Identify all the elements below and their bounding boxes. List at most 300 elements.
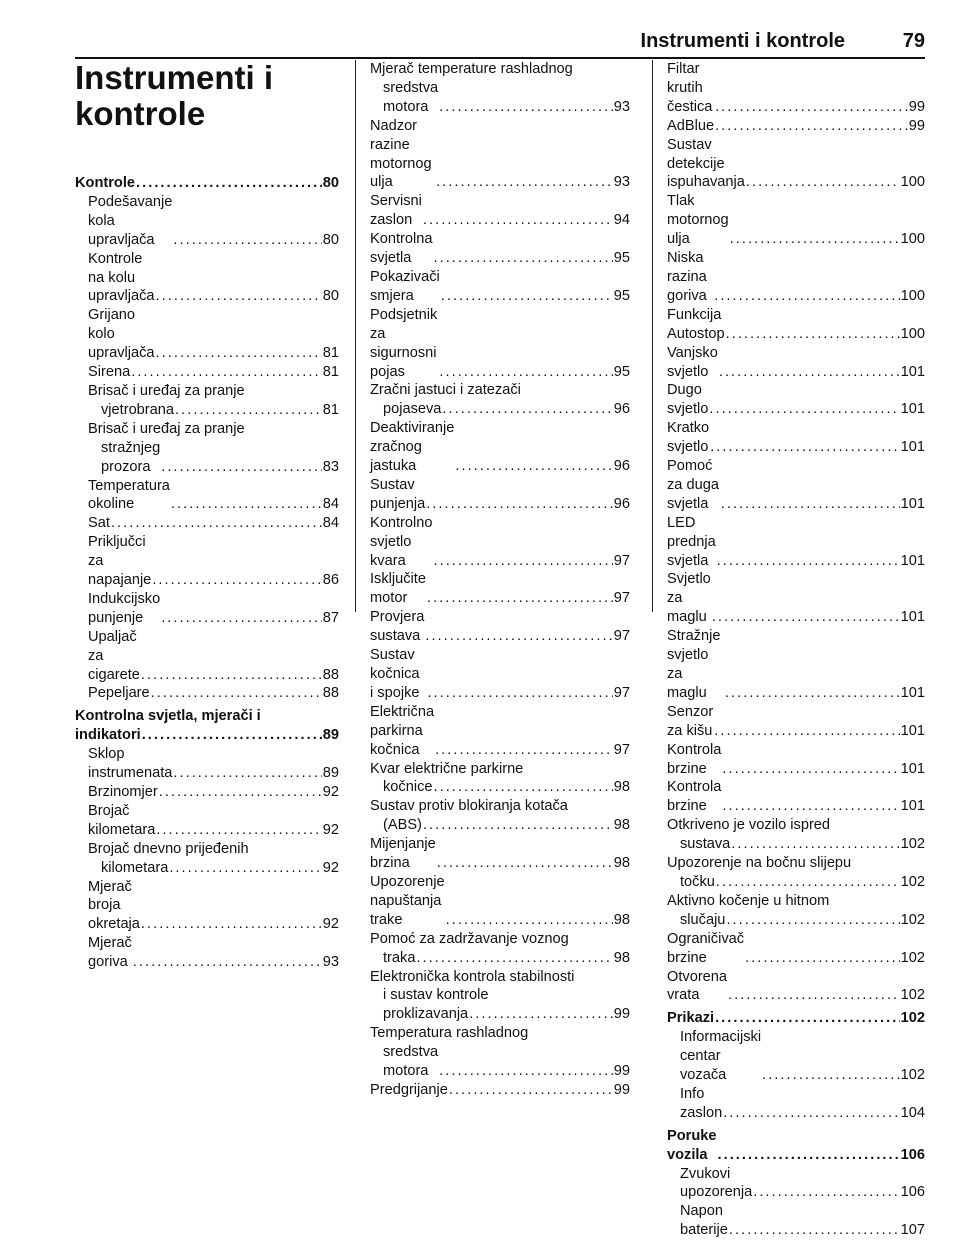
toc-entry-page: 98: [613, 949, 630, 966]
toc-entry-label: Pokazivači smjera: [370, 268, 440, 304]
toc-dot-leader: [442, 400, 612, 419]
toc-entry-label: Kontrolna svjetla: [370, 231, 433, 267]
toc-entry-label-line: Zračni jastuci i zatezači: [370, 382, 521, 399]
toc-entry[interactable]: [75, 401, 339, 420]
toc-dot-leader: [719, 363, 900, 382]
toc-entry[interactable]: [370, 1043, 630, 1081]
toc-entry-page: 99: [613, 1006, 630, 1023]
toc-entry[interactable]: [75, 363, 339, 382]
toc-entry[interactable]: [667, 514, 925, 571]
toc-entry[interactable]: [667, 703, 925, 741]
toc-entry[interactable]: [75, 783, 339, 802]
toc-entry[interactable]: [75, 533, 339, 590]
toc-entry-page: 80: [322, 231, 339, 248]
toc-dot-leader: [426, 495, 613, 514]
toc-dot-leader: [446, 911, 613, 930]
toc-dot-leader: [717, 1146, 899, 1165]
toc-entry-page: 102: [900, 873, 925, 890]
toc-dot-leader: [156, 821, 321, 840]
toc-dot-leader: [728, 986, 900, 1005]
toc-dot-leader: [111, 514, 322, 533]
toc-entry-label: Kontrole: [75, 175, 135, 191]
toc-entry-page: 101: [900, 684, 925, 701]
toc-entry-label-line: i sustav kontrole: [383, 987, 489, 1004]
toc-entry-label: Brzinomjer: [88, 784, 158, 800]
toc-entry-page: 93: [322, 954, 339, 971]
toc-entry-label: Brojač kilometara: [88, 802, 156, 838]
toc-dot-leader: [173, 231, 321, 250]
toc-entry[interactable]: [667, 60, 925, 117]
toc-entry[interactable]: [75, 250, 339, 307]
toc-entry[interactable]: [370, 419, 630, 476]
toc-entry-label: Kontrola brzine: [667, 779, 722, 815]
toc-entry-page: 86: [322, 572, 339, 589]
toc-entry-wrapped[interactable]: [667, 854, 925, 892]
toc-entry-label: Priključci za napajanje: [88, 534, 152, 589]
toc-column-2: [370, 60, 630, 1100]
toc-entry-page: 101: [900, 363, 925, 380]
toc-entry-label: Sustav detekcije ispuhavanja: [667, 136, 745, 191]
toc-entry-label: Podsjetnik za sigurnosni pojas: [370, 306, 438, 380]
toc-entry-label-line: Kvar električne parkirne: [370, 760, 524, 777]
toc-dot-leader: [439, 363, 612, 382]
toc-entry-label: Upozorenje napuštanja trake: [370, 873, 445, 928]
toc-entry-label: Deaktiviranje zračnog jastuka: [370, 420, 455, 475]
column-divider-2: [652, 60, 653, 612]
toc-entry-label: Funkcija Autostop: [667, 306, 725, 342]
toc-entry-label: indikatori: [75, 727, 141, 744]
toc-entry-label: Servisni zaslon: [370, 193, 422, 229]
toc-dot-leader: [722, 797, 899, 816]
toc-entry[interactable]: [370, 192, 630, 230]
toc-entry-page: 102: [900, 836, 925, 853]
toc-entry-label-line: Upozorenje na bočnu slijepu: [667, 855, 852, 872]
toc-entry[interactable]: [75, 684, 339, 703]
toc-entry-label: Napon baterije: [680, 1203, 728, 1239]
toc-dot-leader: [722, 760, 899, 779]
toc-dot-leader: [423, 816, 613, 835]
toc-entry-page: 81: [322, 345, 339, 362]
toc-entry-label-line: Elektronička kontrola stabilnosti: [370, 968, 575, 985]
toc-entry[interactable]: [667, 835, 925, 854]
chapter-title-line-1: Instrumenti i: [75, 59, 274, 96]
toc-entry-page: 80: [322, 175, 339, 191]
chapter-title-line-2: kontrole: [75, 95, 206, 132]
toc-entry[interactable]: [370, 703, 630, 760]
toc-entry[interactable]: [667, 968, 925, 1006]
toc-dot-leader: [175, 401, 322, 420]
toc-entry-label: Sustav punjenja: [370, 476, 426, 512]
toc-entry-page: 100: [900, 174, 925, 191]
toc-entry-page: 92: [322, 821, 339, 838]
toc-entry-page: 95: [613, 250, 630, 267]
toc-entry-label: točku: [680, 873, 715, 890]
toc-entry-page: 83: [322, 458, 339, 475]
toc-dot-leader: [436, 173, 613, 192]
toc-entry-page: 97: [613, 741, 630, 758]
toc-dot-leader: [427, 684, 612, 703]
toc-dot-leader: [435, 741, 613, 760]
toc-entry-label-line: Brojač dnevno prijeđenih: [88, 840, 249, 857]
toc-entry[interactable]: [667, 741, 925, 779]
toc-entry-label: Predgrijanje: [370, 1081, 448, 1098]
toc-entry[interactable]: [75, 590, 339, 628]
toc-entry-page: 89: [322, 727, 339, 744]
toc-entry-label-line: Temperatura rashladnog: [370, 1025, 529, 1042]
toc-entry-label: AdBlue: [667, 117, 715, 134]
toc-entry-label: Niska razina goriva: [667, 250, 707, 304]
toc-dot-leader: [721, 495, 900, 514]
toc-entry-wrapped[interactable]: [370, 797, 630, 835]
toc-entry-page: 99: [613, 1063, 630, 1080]
toc-dot-leader: [423, 211, 613, 230]
toc-entry-label: Grijano kolo upravljača: [88, 307, 155, 362]
toc-entry-page: 101: [900, 439, 925, 456]
toc-entry[interactable]: [667, 1009, 925, 1028]
toc-entry-wrapped[interactable]: [370, 381, 630, 419]
toc-entry-label: Mjerač broja okretaja: [88, 878, 140, 933]
toc-entry-page: 81: [322, 364, 339, 381]
page-number: 79: [902, 30, 925, 52]
toc-dot-leader: [133, 953, 322, 972]
toc-column-3: [667, 60, 925, 1240]
toc-entry-label: Provjera sustava: [370, 609, 425, 645]
toc-entry-page: 94: [613, 212, 630, 229]
toc-entry-page: 102: [900, 1067, 925, 1084]
toc-entry-label-line: Kontrolna svjetla, mjerači i: [75, 708, 261, 725]
toc-entry-page: 100: [900, 231, 925, 248]
toc-entry[interactable]: [370, 230, 630, 268]
toc-entry-wrapped[interactable]: [75, 707, 339, 745]
toc-column-1: [75, 170, 339, 972]
toc-entry[interactable]: [667, 1202, 925, 1240]
toc-entry-page: 95: [613, 363, 630, 380]
toc-entry-label-line: Pomoć za zadržavanje voznog: [370, 930, 569, 947]
toc-entry-page: 84: [322, 515, 339, 532]
toc-entry[interactable]: [667, 930, 925, 968]
column-divider-1: [355, 60, 356, 612]
toc-entry-wrapped[interactable]: [370, 930, 630, 968]
toc-entry-page: 99: [908, 117, 925, 134]
toc-entry[interactable]: [667, 911, 925, 930]
toc-entry-wrapped[interactable]: [75, 382, 339, 420]
toc-entry-label: Isključite motor: [370, 571, 426, 607]
toc-entry[interactable]: [75, 514, 339, 533]
toc-entry[interactable]: [370, 476, 630, 514]
toc-entry-label-line: Brisač i uređaj za pranje: [88, 382, 245, 399]
toc-dot-leader: [714, 722, 899, 741]
toc-entry-label: Upaljač za cigarete: [88, 628, 140, 683]
toc-entry-page: 80: [322, 288, 339, 305]
toc-entry[interactable]: [667, 192, 925, 249]
toc-entry-page: 101: [900, 760, 925, 777]
toc-entry-wrapped[interactable]: [370, 968, 630, 1025]
toc-dot-leader: [439, 98, 613, 117]
toc-dot-leader: [141, 915, 322, 934]
toc-entry[interactable]: [370, 778, 630, 797]
toc-dot-leader: [136, 174, 322, 193]
toc-entry-label: Električna parkirna kočnica: [370, 703, 435, 758]
toc-entry[interactable]: [370, 608, 630, 646]
toc-entry-page: 96: [613, 495, 630, 512]
toc-entry-label: Vanjsko svjetlo: [667, 344, 718, 380]
toc-entry-page: 102: [900, 949, 925, 966]
toc-entry[interactable]: [667, 873, 925, 892]
toc-dot-leader: [729, 1221, 900, 1240]
toc-dot-leader: [455, 457, 612, 476]
toc-dot-leader: [753, 1183, 899, 1202]
toc-entry-label-line: Aktivno kočenje u hitnom: [667, 892, 830, 909]
toc-entry-label: Sklop instrumenata: [88, 746, 173, 782]
toc-entry-page: 87: [322, 609, 339, 626]
toc-entry[interactable]: [75, 745, 339, 783]
toc-entry-page: 95: [613, 287, 630, 304]
toc-entry-label: kilometara: [101, 859, 169, 876]
toc-entry-label: Pepeljare: [88, 685, 150, 702]
toc-dot-leader: [141, 666, 322, 685]
toc-entry-label: Poruke vozila: [667, 1127, 717, 1163]
toc-dot-leader: [159, 783, 322, 802]
toc-entry-wrapped[interactable]: [667, 816, 925, 854]
toc-entry[interactable]: [667, 249, 925, 306]
toc-entry-page: 92: [322, 859, 339, 876]
toc-entry-label: Svjetlo za maglu: [667, 571, 711, 626]
toc-entry-label: Sirena: [88, 364, 131, 381]
toc-entry-label: Kratko svjetlo: [667, 420, 710, 456]
toc-entry[interactable]: [370, 570, 630, 608]
toc-dot-leader: [151, 684, 322, 703]
toc-entry[interactable]: [75, 193, 339, 250]
toc-entry-label-line: Mjerač temperature rashladnog: [370, 61, 573, 77]
toc-entry-page: 98: [613, 779, 630, 796]
toc-entry-label: sredstva motora: [383, 79, 439, 115]
toc-entry[interactable]: [667, 1028, 925, 1085]
toc-dot-leader: [416, 949, 612, 968]
toc-entry-label: proklizavanja: [383, 1006, 469, 1023]
toc-entry[interactable]: [75, 439, 339, 477]
toc-dot-leader: [425, 627, 612, 646]
toc-entry[interactable]: [370, 268, 630, 306]
toc-entry-page: 97: [613, 684, 630, 701]
toc-entry[interactable]: [370, 816, 630, 835]
toc-dot-leader: [717, 552, 900, 571]
toc-entry[interactable]: [667, 778, 925, 816]
toc-entry-label-line: Otkriveno je vozilo ispred: [667, 817, 831, 834]
toc-entry-page: 106: [900, 1184, 925, 1201]
toc-entry-page: 81: [322, 401, 339, 418]
toc-entry-label-line: Sustav protiv blokiranja kotača: [370, 798, 568, 815]
toc-entry-wrapped[interactable]: [667, 892, 925, 930]
toc-entry-page: 102: [900, 1010, 925, 1027]
toc-entry-page: 101: [900, 495, 925, 512]
toc-entry[interactable]: [370, 949, 630, 968]
toc-entry[interactable]: [370, 306, 630, 382]
toc-entry-label: Stražnje svjetlo za maglu: [667, 628, 721, 701]
toc-entry[interactable]: [75, 878, 339, 935]
toc-dot-leader: [762, 1066, 900, 1085]
toc-entry[interactable]: [75, 726, 339, 745]
toc-dot-leader: [439, 1062, 613, 1081]
toc-dot-leader: [131, 363, 322, 382]
toc-entry-label: kočnice: [383, 779, 433, 796]
toc-entry-wrapped[interactable]: [370, 60, 630, 117]
toc-entry-label: Tlak motornog ulja: [667, 193, 729, 248]
toc-entry-label: Zvukovi upozorenja: [680, 1165, 753, 1201]
toc-dot-leader: [745, 949, 900, 968]
toc-entry[interactable]: [370, 646, 630, 703]
toc-dot-leader: [726, 911, 899, 930]
toc-entry[interactable]: [667, 117, 925, 136]
toc-dot-leader: [709, 400, 899, 419]
toc-dot-leader: [161, 458, 322, 477]
toc-entry-label: slučaju: [680, 911, 726, 928]
toc-entry-wrapped[interactable]: [370, 1024, 630, 1081]
toc-dot-leader: [714, 287, 899, 306]
toc-dot-leader: [156, 287, 322, 306]
toc-entry-label: Otvorena vrata: [667, 968, 728, 1004]
chapter-title: [75, 60, 345, 132]
toc-entry-label: Sustav kočnica i spojke: [370, 647, 420, 701]
toc-entry-page: 101: [900, 401, 925, 418]
toc-entry-label: Pomoć za duga svjetla: [667, 458, 719, 512]
toc-entry[interactable]: [75, 934, 339, 972]
toc-entry-page: 100: [900, 325, 925, 342]
toc-dot-leader: [746, 173, 900, 192]
toc-entry-label: sustava: [680, 836, 731, 853]
toc-entry-page: 96: [613, 401, 630, 418]
toc-entry[interactable]: [75, 859, 339, 878]
toc-entry[interactable]: [75, 174, 339, 193]
toc-entry-label: Dugo svjetlo: [667, 382, 709, 418]
toc-entry-label-line: Brisač i uređaj za pranje: [88, 420, 245, 437]
toc-entry[interactable]: [75, 477, 339, 515]
toc-entry[interactable]: [667, 419, 925, 457]
toc-entry-label: Info zaslon: [680, 1085, 723, 1121]
toc-entry[interactable]: [667, 570, 925, 627]
toc-dot-leader: [427, 589, 613, 608]
toc-entry-page: 98: [613, 817, 630, 834]
toc-entry-page: 92: [322, 784, 339, 800]
toc-entry[interactable]: [370, 1005, 630, 1024]
toc-entry[interactable]: [370, 514, 630, 571]
toc-entry-page: 100: [900, 287, 925, 304]
toc-entry-page: 92: [322, 916, 339, 933]
toc-entry-label: stražnjeg prozora: [101, 439, 161, 475]
toc-entry-page: 102: [900, 987, 925, 1004]
toc-entry-page: 97: [613, 628, 630, 645]
toc-entry[interactable]: [370, 117, 630, 193]
toc-entry[interactable]: [370, 1081, 630, 1100]
toc-entry[interactable]: [667, 627, 925, 703]
toc-entry[interactable]: [667, 457, 925, 514]
toc-dot-leader: [142, 726, 322, 745]
toc-entry[interactable]: [667, 1127, 925, 1165]
toc-dot-leader: [156, 344, 322, 363]
toc-entry-page: 89: [322, 765, 339, 782]
toc-dot-leader: [441, 287, 613, 306]
toc-entry-page: 98: [613, 911, 630, 928]
toc-dot-leader: [161, 609, 322, 628]
toc-entry-page: 84: [322, 496, 339, 513]
page-header: [75, 30, 925, 54]
toc-entry[interactable]: [667, 344, 925, 382]
toc-dot-leader: [712, 608, 900, 627]
toc-entry[interactable]: [75, 306, 339, 363]
toc-entry[interactable]: [667, 381, 925, 419]
toc-entry[interactable]: [667, 136, 925, 193]
toc-entry-label: (ABS): [383, 817, 422, 834]
toc-dot-leader: [433, 778, 612, 797]
toc-entry-label: Mijenjanje brzina: [370, 836, 436, 872]
toc-entry[interactable]: [370, 400, 630, 419]
toc-entry-page: 101: [900, 552, 925, 569]
toc-entry-label: Kontrola brzine: [667, 741, 722, 777]
toc-entry-label: Senzor za kišu: [667, 703, 714, 739]
toc-entry-page: 104: [900, 1104, 925, 1121]
toc-dot-leader: [730, 230, 900, 249]
toc-entry-page: 93: [613, 98, 630, 115]
toc-entry[interactable]: [75, 802, 339, 840]
toc-entry-label: pojaseva: [383, 401, 442, 418]
running-title: Instrumenti i kontrole: [640, 30, 845, 52]
toc-dot-leader: [173, 764, 321, 783]
toc-entry-page: 107: [900, 1222, 925, 1239]
toc-dot-leader: [731, 835, 899, 854]
toc-entry-label: Temperatura okoline: [88, 477, 170, 513]
toc-entry[interactable]: [370, 835, 630, 873]
toc-entry[interactable]: [370, 79, 630, 117]
toc-entry-label: Filtar krutih čestica: [667, 61, 713, 115]
toc-entry-wrapped[interactable]: [370, 760, 630, 798]
toc-dot-leader: [449, 1081, 613, 1100]
toc-dot-leader: [715, 98, 908, 117]
toc-entry[interactable]: [667, 306, 925, 344]
toc-entry-page: 97: [613, 590, 630, 607]
toc-entry-label: Mjerač goriva: [88, 935, 132, 971]
toc-dot-leader: [710, 438, 899, 457]
toc-entry-page: 98: [613, 855, 630, 872]
toc-entry-page: 99: [908, 98, 925, 115]
toc-entry-label: Nadzor razine motornog ulja: [370, 117, 432, 191]
toc-entry-wrapped[interactable]: [75, 420, 339, 477]
toc-entry-label: Prikazi: [667, 1010, 715, 1027]
toc-dot-leader: [725, 684, 900, 703]
toc-entry-page: 106: [900, 1146, 925, 1163]
toc-entry-label: traka: [383, 949, 416, 966]
toc-entry-page: 101: [900, 798, 925, 815]
toc-entry-label: vjetrobrana: [101, 401, 175, 418]
toc-dot-leader: [723, 1104, 899, 1123]
toc-entry-page: 99: [613, 1081, 630, 1098]
toc-entry-label: sredstva motora: [383, 1044, 439, 1080]
toc-entry-label: Kontrole na kolu upravljača: [88, 250, 155, 305]
toc-entry[interactable]: [370, 873, 630, 930]
toc-dot-leader: [469, 1005, 613, 1024]
toc-entry[interactable]: [75, 628, 339, 685]
toc-dot-leader: [433, 249, 612, 268]
toc-entry-page: 102: [900, 911, 925, 928]
toc-entry-page: 101: [900, 609, 925, 626]
toc-entry[interactable]: [667, 1165, 925, 1203]
toc-entry-page: 97: [613, 552, 630, 569]
toc-entry-page: 96: [613, 458, 630, 475]
toc-entry[interactable]: [667, 1085, 925, 1123]
toc-entry-page: 93: [613, 174, 630, 191]
toc-entry-wrapped[interactable]: [75, 840, 339, 878]
toc-dot-leader: [437, 854, 613, 873]
toc-entry-label: Indukcijsko punjenje: [88, 590, 161, 626]
toc-entry-page: 88: [322, 685, 339, 702]
